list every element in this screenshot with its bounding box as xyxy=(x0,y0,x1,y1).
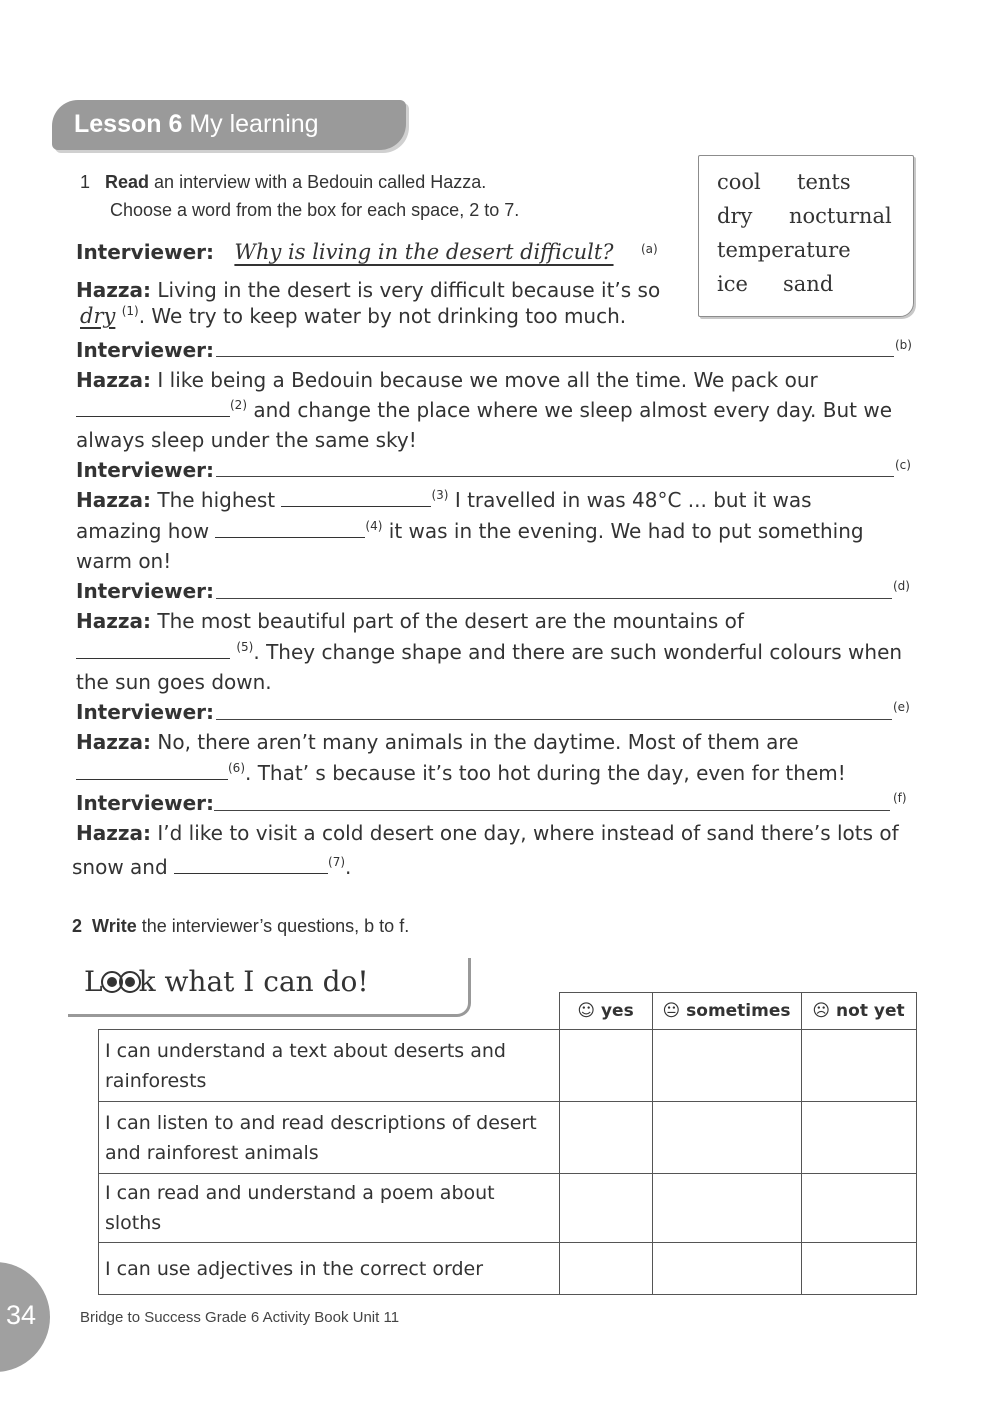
blank-2[interactable] xyxy=(76,398,230,417)
word: sand xyxy=(783,272,834,296)
letter-f: (f) xyxy=(893,791,907,805)
footer-text: Bridge to Success Grade 6 Activity Book Unit 11 xyxy=(80,1309,400,1326)
hazza-line-1: Hazza: Living in the desert is very difficult because it’s so xyxy=(76,278,661,302)
word: temperature xyxy=(717,238,851,262)
hazza-line-3c: warm on! xyxy=(76,549,172,573)
answer-line-b[interactable] xyxy=(216,356,894,357)
task1-instruction: 1 Read an interview with a Bedouin called Hazza. xyxy=(80,172,487,192)
interviewer-line-a: Interviewer: Why is living in the desert difficult? xyxy=(76,240,614,264)
statement-cell: I can understand a text about deserts and rainforests xyxy=(99,1030,560,1102)
letter-d: (d) xyxy=(893,579,910,593)
table-row xyxy=(99,1102,917,1174)
interviewer-line-e: Interviewer: xyxy=(76,700,215,724)
tick-cell-sometimes[interactable] xyxy=(652,1102,801,1174)
word: tents xyxy=(797,170,851,194)
table-row xyxy=(99,1030,917,1102)
blank-7[interactable] xyxy=(174,855,328,874)
hazza-line-2: Hazza: I like being a Bedouin because we move all the time. We pack our xyxy=(76,368,818,392)
letter-a: (a) xyxy=(641,242,658,256)
task2-instruction: 2 Write the interviewer’s questions, b to f. xyxy=(72,916,410,936)
hazza-line-4b: $^{(5)}$. They change shape and there are such wonderful colours when xyxy=(76,640,902,664)
interviewer-line-c: Interviewer: xyxy=(76,458,215,482)
answer-line-c[interactable] xyxy=(216,476,894,477)
word-box xyxy=(698,155,914,317)
tick-cell-not-yet[interactable] xyxy=(801,1102,916,1174)
self-assessment-table xyxy=(98,992,917,1295)
hazza-line-2b: $^{(2)}$ and change the place where we sleep almost every day. But we xyxy=(76,398,892,422)
blank-3[interactable] xyxy=(281,488,431,507)
page-number: 34 xyxy=(6,1300,37,1330)
hazza-line-5: Hazza: No, there aren’t many animals in the daytime. Most of them are xyxy=(76,730,799,754)
answer-line-e[interactable] xyxy=(216,719,892,720)
blank-5[interactable] xyxy=(76,640,230,659)
blank-6[interactable] xyxy=(76,761,228,780)
column-yes: ☺ yes xyxy=(559,993,652,1030)
tick-cell-sometimes[interactable] xyxy=(652,1030,801,1102)
eye-icon xyxy=(119,971,141,993)
tick-cell-not-yet[interactable] xyxy=(801,1243,916,1295)
handwritten-answer-a: Why is living in the desert difficult? xyxy=(234,240,614,264)
word: nocturnal xyxy=(789,204,892,228)
letter-b: (b) xyxy=(895,338,912,352)
statement-cell: I can read and understand a poem about sloths xyxy=(99,1174,560,1243)
statement-cell: I can listen to and read descriptions of desert and rainforest animals xyxy=(99,1102,560,1174)
table-row xyxy=(99,1243,917,1295)
answer-line-d[interactable] xyxy=(216,598,892,599)
hazza-line-6: Hazza: I’d like to visit a cold desert one day, where instead of sand there’s lots of xyxy=(76,821,899,845)
task1-instruction-line2: Choose a word from the box for each space, 2 to 7. xyxy=(110,200,520,220)
answer-line-f[interactable] xyxy=(214,810,890,811)
tick-cell-sometimes[interactable] xyxy=(652,1243,801,1295)
letter-c: (c) xyxy=(895,458,911,472)
word: dry xyxy=(717,204,753,228)
word: ice xyxy=(717,272,748,296)
hazza-line-6b: snow and $^{(7)}$. xyxy=(72,855,352,879)
tick-cell-yes[interactable] xyxy=(559,1243,652,1295)
table-header-row xyxy=(99,993,917,1030)
hazza-line-3: Hazza: The highest $^{(3)}$ I travelled in was 48°C ... but it was xyxy=(76,488,812,512)
look-what-i-can-do-title: L k what I can do! xyxy=(84,965,369,998)
interviewer-line-d: Interviewer: xyxy=(76,579,215,603)
tick-cell-not-yet[interactable] xyxy=(801,1174,916,1243)
interviewer-line-b: Interviewer: xyxy=(76,338,215,362)
tick-cell-sometimes[interactable] xyxy=(652,1174,801,1243)
hazza-line-4: Hazza: The most beautiful part of the desert are the mountains of xyxy=(76,609,744,633)
column-sometimes: 😐 sometimes xyxy=(652,993,801,1030)
hazza-line-4c: the sun goes down. xyxy=(76,670,272,694)
handwritten-answer-1: dry xyxy=(80,304,116,328)
lesson-banner xyxy=(52,100,406,150)
statement-cell: I can use adjectives in the correct order xyxy=(99,1243,560,1295)
tick-cell-yes[interactable] xyxy=(559,1030,652,1102)
interviewer-line-f: Interviewer: xyxy=(76,791,215,815)
tick-cell-yes[interactable] xyxy=(559,1102,652,1174)
letter-e: (e) xyxy=(893,700,910,714)
hazza-line-1b: dry $^{(1)}$. We try to keep water by not drinking too much. xyxy=(80,304,627,328)
column-not-yet: ☹ not yet xyxy=(801,993,916,1030)
tick-cell-yes[interactable] xyxy=(559,1174,652,1243)
hazza-line-3b: amazing how $^{(4)}$ it was in the evening. We had to put something xyxy=(76,519,864,543)
blank-4[interactable] xyxy=(215,519,365,538)
hazza-line-5b: $^{(6)}$. That’ s because it’s too hot during the day, even for them! xyxy=(76,761,846,785)
hazza-line-2c: always sleep under the same sky! xyxy=(76,428,417,452)
table-row xyxy=(99,1174,917,1243)
lesson-title: Lesson 6 My learning xyxy=(74,110,319,138)
word: cool xyxy=(717,170,761,194)
tick-cell-not-yet[interactable] xyxy=(801,1030,916,1102)
